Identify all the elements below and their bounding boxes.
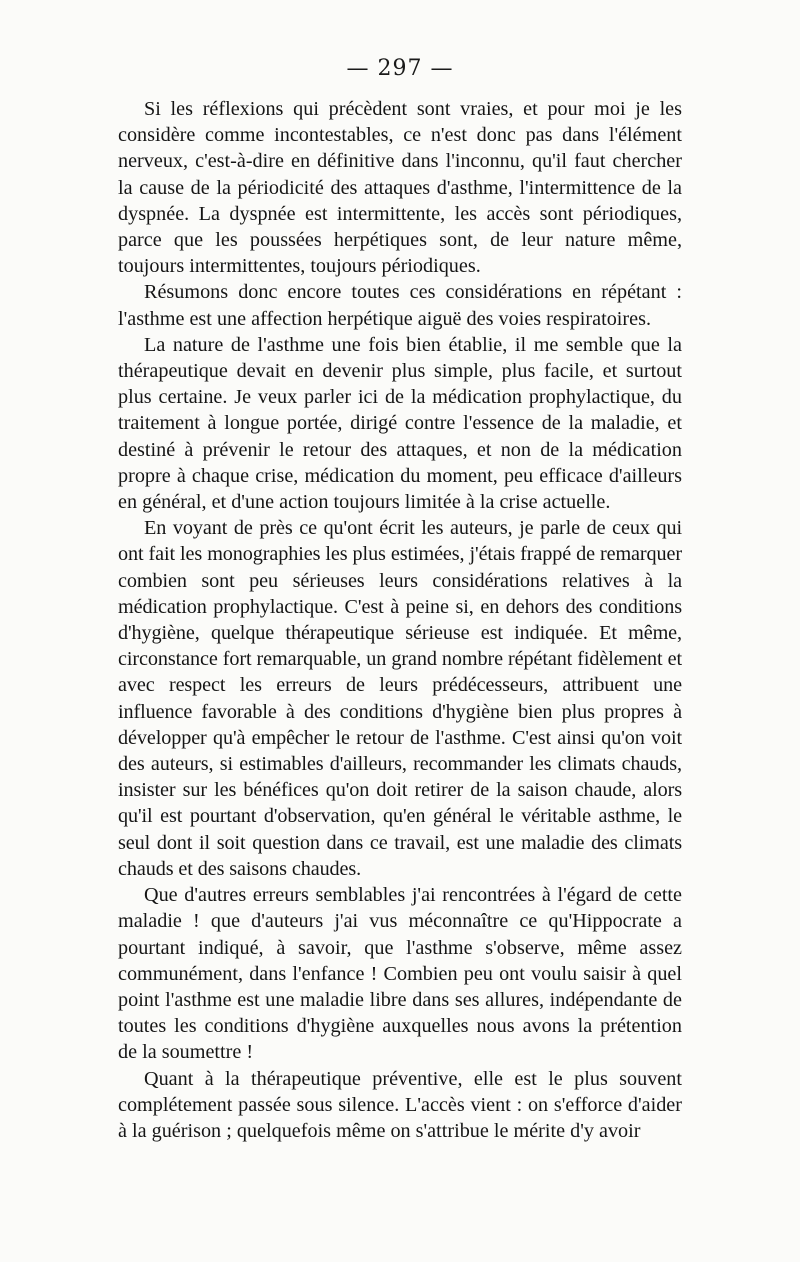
paragraph-1: Si les réflexions qui précèdent sont vraies, et pour moi je les considère comme incontestables, ce n'est donc pas dans l'élément nerveux, c'est-à-dire en définitive dans l'inconnu, qu'il faut chercher la cause de la périodicité des attaques d'asthme, l'intermittence de la dyspnée. La dyspnée est intermittente, les accès sont périodiques, parce que les poussées herpétiques sont, de leur nature même, toujours intermittentes, toujours périodiques.	[118, 98, 682, 278]
paragraph-6: Quant à la thérapeutique préventive, elle est le plus souvent complétement passée sous silence. L'accès vient : on s'efforce d'aider à la guérison ; quelquefois même on s'attribue le mérite d'y avoir	[118, 1067, 682, 1142]
page-number: — 297 —	[346, 56, 454, 81]
paragraph-4: En voyant de près ce qu'ont écrit les auteurs, je parle de ceux qui ont fait les monographies les plus estimées, j'étais frappé de remarquer combien sont peu sérieuses leurs considérations relatives à la médication prophylactique. C'est à peine si, en dehors des conditions d'hygiène, quelque thérapeutique sérieuse est indiquée. Et même, circonstance fort remarquable, un grand nombre répétant fidèlement et avec respect les erreurs de leurs prédécesseurs, attribuent une influence favorable à des conditions d'hygiène bien plus propres à développer qu'à empêcher le retour de l'asthme. C'est ainsi qu'on voit des auteurs, si estimables d'ailleurs, recommander les climats chauds, insister sur les bénéfices qu'on doit retirer de la saison chaude, alors qu'il est pourtant d'observation, qu'en général le véritable asthme, le seul dont il soit question dans ce travail, est une maladie des climats chauds et des saisons chaudes.	[118, 517, 682, 880]
paragraph-5: Que d'autres erreurs semblables j'ai rencontrées à l'égard de cette maladie ! que d'auteurs j'ai vus méconnaître ce qu'Hippocrate a pourtant indiqué, à savoir, que l'asthme s'observe, même assez communément, dans l'enfance ! Combien peu ont voulu saisir à quel point l'asthme est une maladie libre dans ses allures, indépendante de toutes les conditions d'hygiène auxquelles nous avons la prétention de la soumettre !	[118, 884, 682, 1064]
body-text	[118, 96, 682, 1144]
paragraph-2: Résumons donc encore toutes ces considérations en répétant : l'asthme est une affection herpétique aiguë des voies respiratoires.	[118, 281, 682, 330]
paragraph-3: La nature de l'asthme une fois bien établie, il me semble que la thérapeutique devait en devenir plus simple, plus facile, et surtout plus certaine. Je veux parler ici de la médication prophylactique, du traitement à longue portée, dirigé contre l'essence de la maladie, et destiné à prévenir le retour des attaques, et non de la médication propre à chaque crise, médication du moment, peu efficace d'ailleurs en général, et d'une action toujours limitée à la crise actuelle.	[118, 333, 682, 514]
